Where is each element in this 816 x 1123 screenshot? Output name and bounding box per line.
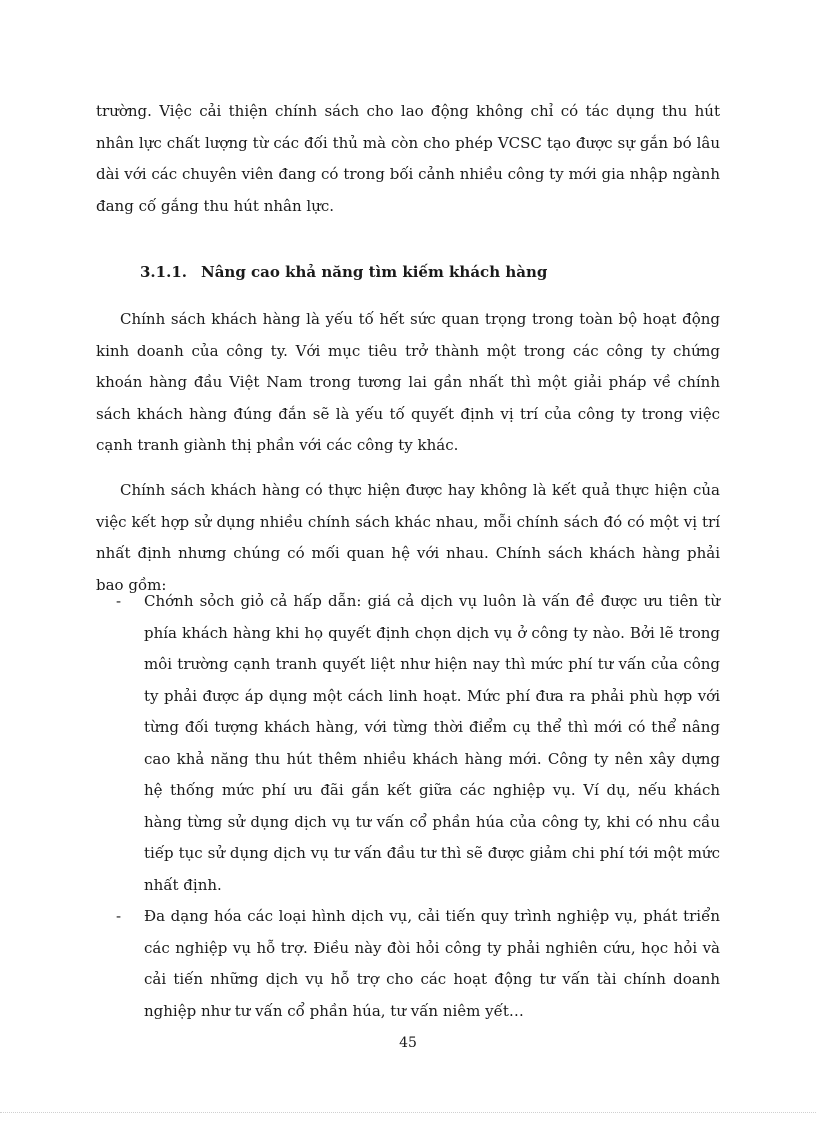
section-title: Nâng cao khả năng tìm kiếm khách hàng <box>200 263 548 281</box>
body-paragraph: Chính sách khách hàng có thực hiện được hay không là kết quả thực hiện của việc kết hợp sử dụng nhiều chính sách khác nhau, mỗi chính sách đó có một vị trí nhất định nhưng chúng có mối quan hệ với nhau. Chính sách khách hàng phải bao gồm: <box>96 481 720 594</box>
page-number: 45 <box>399 1035 417 1051</box>
continuation-paragraph: trường. Việc cải thiện chính sách cho lao động không chỉ có tác dụng thu hút nhân lực chất lượng từ các đối thủ mà còn cho phép VCSC tạo được sự gắn bó lâu dài với các chuyên viên đang có trong bối cảnh nhiều công ty mới gia nhập ngành đang cố gắng thu hút nhân lực. <box>96 102 720 215</box>
list-item <box>96 901 720 1027</box>
section-number: 3.1.1. <box>140 263 187 281</box>
bullet-list <box>96 586 720 1027</box>
bullet-marker: - <box>116 907 122 925</box>
body-paragraph: Chính sách khách hàng là yếu tố hết sức quan trọng trong toàn bộ hoạt động kinh doanh của công ty. Với mục tiêu trở thành một trong các công ty chứng khoán hàng đầu Việt Nam trong tương lai gần nhất thì một giải pháp về chính sách khách hàng đúng đắn sẽ là yếu tố quyết định vị trí của công ty trong việc cạnh tranh giành thị phần với các công ty khác. <box>96 310 720 454</box>
list-item <box>96 586 720 901</box>
bullet-marker: - <box>116 592 122 610</box>
page-bottom-rule <box>0 1112 816 1113</box>
list-item-text: Chớnh sỏch giỏ cả hấp dẫn: giá cả dịch vụ luôn là vấn đề được ưu tiên từ phía khách hàng khi họ quyết định chọn dịch vụ ở công ty nào. Bởi lẽ trong môi trường cạnh tranh quyết liệt như hiện nay thì mức phí tư vấn của công ty phải được áp dụng một cách linh hoạt. Mức phí đưa ra phải phù hợp với từng đối tượng khách hàng, với từng thời điểm cụ thể thì mới có thể nâng cao khả năng thu hút thêm nhiều khách hàng mới. Công ty nên xây dựng hệ thống mức phí ưu đãi gắn kết giữa các nghiệp vụ. Ví dụ, nếu khách hàng từng sử dụng dịch vụ tư vấn cổ phần húa của công ty, khi có nhu cầu tiếp tục sử dụng dịch vụ tư vấn đầu tư thì sẽ được giảm chi phí tới một mức nhất định. <box>144 592 720 894</box>
list-item-text: Đa dạng hóa các loại hình dịch vụ, cải tiến quy trình nghiệp vụ, phát triển các nghiệp vụ hỗ trợ. Điều này đòi hỏi công ty phải nghiên cứu, học hỏi và cải tiến những dịch vụ hỗ trợ cho các hoạt động tư vấn tài chính doanh nghiệp như tư vấn cổ phần húa, tư vấn niêm yết… <box>144 907 720 1020</box>
section-heading <box>140 258 547 286</box>
